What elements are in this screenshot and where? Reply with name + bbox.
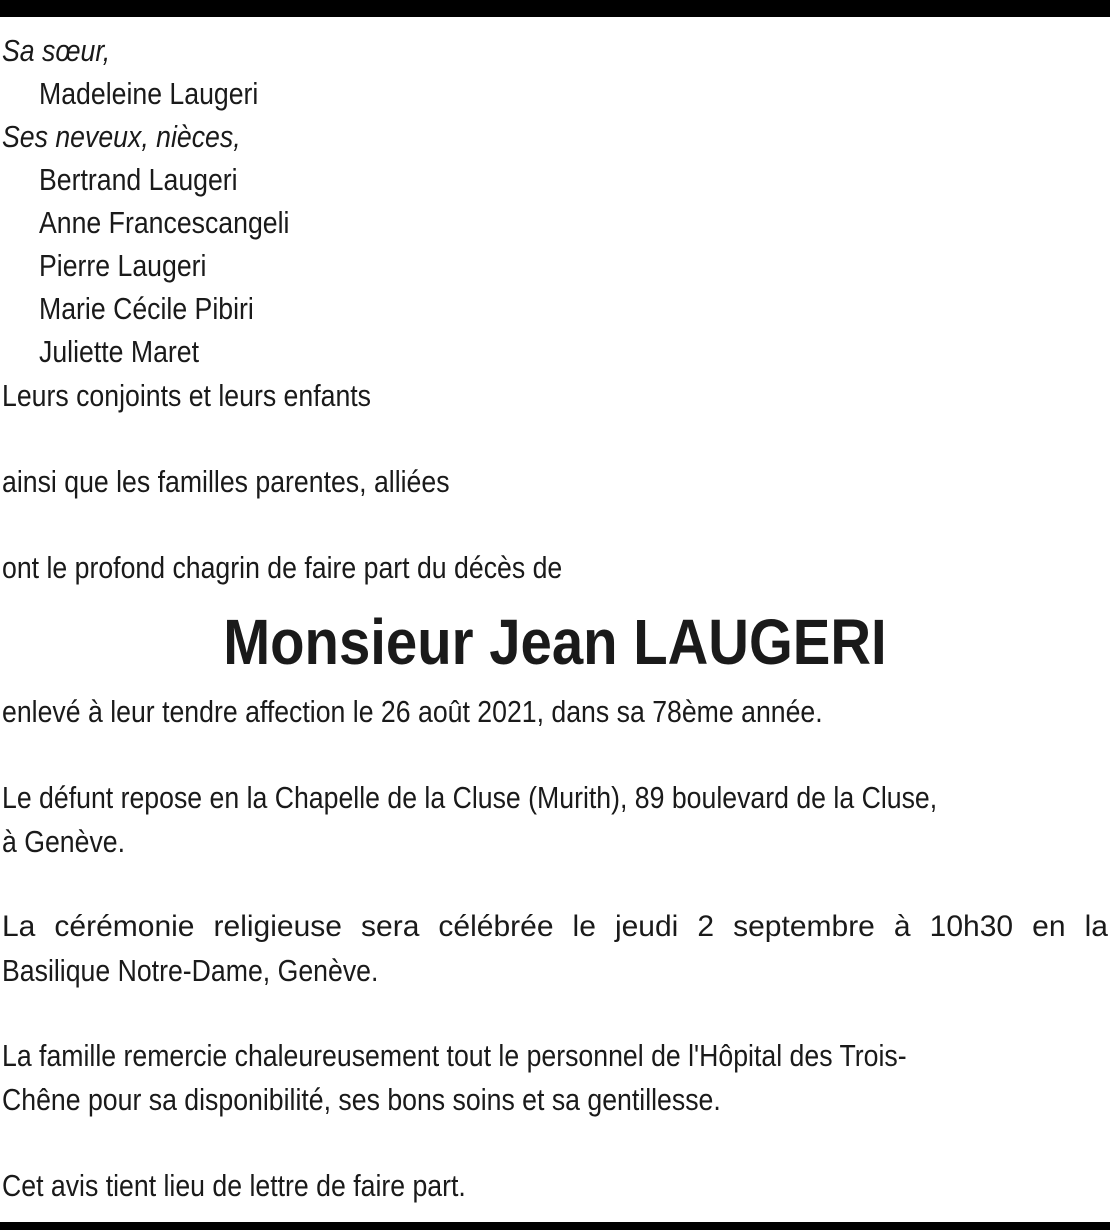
ceremony-paragraph (2, 905, 1108, 993)
sister-heading: Sa sœur, (2, 33, 111, 68)
ceremony-word: La (2, 910, 36, 943)
nephew-name: Juliette Maret (39, 334, 200, 369)
ceremony-line-justified (2, 905, 1108, 949)
sister-name: Madeleine Laugeri (39, 76, 259, 111)
death-line: enlevé à leur tendre affection le 26 août 2021, dans sa 78ème année. (2, 694, 823, 729)
announcement-line: ont le profond chagrin de faire part du décès de (2, 550, 563, 585)
ceremony-word: en (1032, 910, 1066, 943)
ceremony-word: septembre (733, 910, 875, 943)
thanks-paragraph (2, 1034, 1108, 1122)
bottom-rule (0, 1222, 1110, 1230)
top-rule (0, 0, 1110, 17)
repose-line: à Genève. (2, 824, 126, 859)
ceremony-word: jeudi (614, 910, 679, 943)
ceremony-word: le (572, 910, 596, 943)
ceremony-word: religieuse (213, 910, 342, 943)
ceremony-word: la (1084, 910, 1108, 943)
nephews-heading: Ses neveux, nièces, (2, 119, 241, 154)
ceremony-line: Basilique Notre-Dame, Genève. (2, 953, 379, 988)
ceremony-word: sera (361, 910, 420, 943)
nephew-name: Pierre Laugeri (39, 248, 207, 283)
ceremony-word: à (893, 910, 911, 943)
ceremony-word: 2 (697, 910, 715, 943)
repose-paragraph (2, 776, 1108, 864)
deceased-name-text: Monsieur Jean LAUGERI (223, 606, 887, 678)
repose-line: Le défunt repose en la Chapelle de la Cluse (Murith), 89 boulevard de la Cluse, (2, 780, 938, 815)
ceremony-word: célébrée (438, 910, 554, 943)
thanks-line: Chêne pour sa disponibilité, ses bons soins et sa gentillesse. (2, 1082, 721, 1117)
ceremony-word: cérémonie (54, 910, 195, 943)
nephew-name: Bertrand Laugeri (39, 162, 238, 197)
nephew-name: Anne Francescangeli (39, 205, 290, 240)
deceased-name (0, 600, 1110, 684)
spouses-line: Leurs conjoints et leurs enfants (2, 378, 372, 413)
families-line: ainsi que les familles parentes, alliées (2, 464, 450, 499)
thanks-line: La famille remercie chaleureusement tout le personnel de l'Hôpital des Trois- (2, 1038, 907, 1073)
nephew-name: Marie Cécile Pibiri (39, 291, 254, 326)
closing-line: Cet avis tient lieu de lettre de faire part. (2, 1168, 466, 1203)
ceremony-word: 10h30 (929, 910, 1014, 943)
